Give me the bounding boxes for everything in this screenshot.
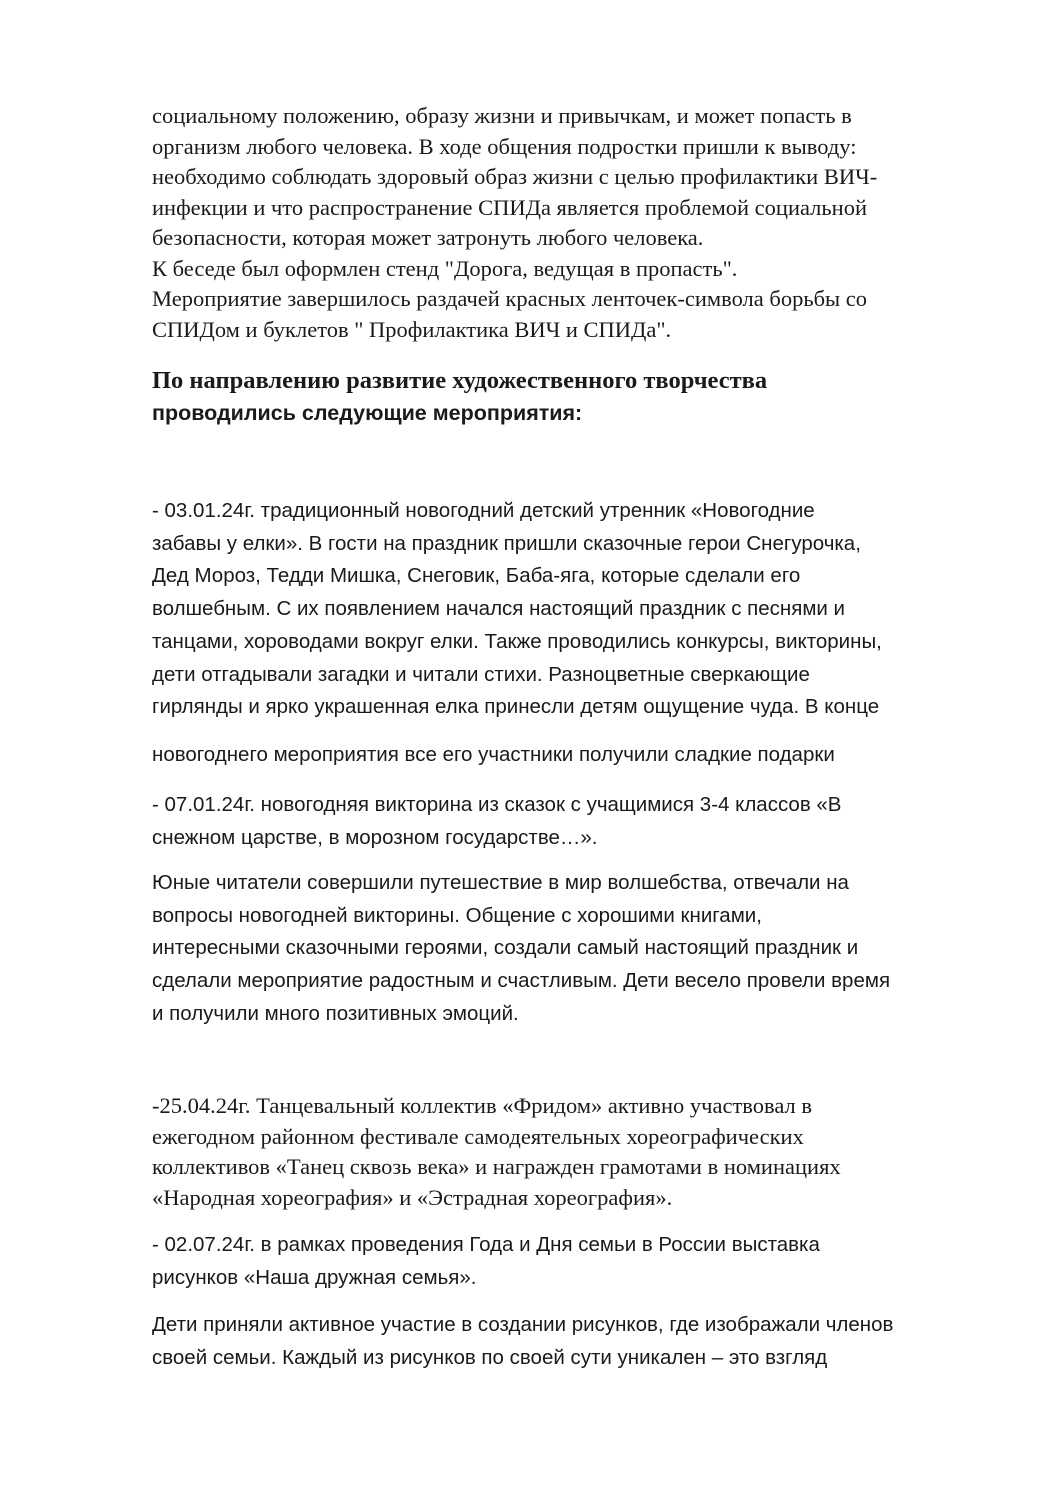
text-line: инфекции и что распространение СПИДа является проблемой социальной — [152, 194, 867, 220]
text-line: - 07.01.24г. новогодняя викторина из сказок с учащимися 3-4 классов «В — [152, 793, 842, 816]
text-line: танцами, хороводами вокруг елки. Также проводились конкурсы, викторины, — [152, 629, 882, 653]
text-line: СПИДом и буклетов " Профилактика ВИЧ и СПИДа". — [152, 316, 672, 342]
text-line: забавы у елки». В гости на праздник пришли сказочные герои Снегурочка, — [152, 531, 861, 555]
text-line: Мероприятие завершилось раздачей красных ленточек-символа борьбы со — [152, 286, 868, 311]
text-line: К беседе был оформлен стенд "Дорога, ведущая в пропасть". — [152, 255, 738, 281]
text-line: дети отгадывали загадки и читали стихи. Разноцветные сверкающие — [152, 662, 810, 686]
section-heading — [152, 364, 1012, 430]
text-line: снежном царстве, в морозном государстве…». — [152, 825, 598, 849]
text-line: Дети приняли активное участие в создании рисунков, где изображали членов — [152, 1313, 894, 1336]
text-line: и получили много позитивных эмоций. — [152, 1001, 519, 1025]
text-line: необходимо соблюдать здоровый образ жизни с целью профилактики ВИЧ- — [152, 164, 878, 189]
event-1-tail — [152, 739, 1012, 772]
text-line: своей семьи. Каждый из рисунков по своей сути уникален – это взгляд — [152, 1345, 828, 1369]
text-line: вопросы новогодней викторины. Общение с хорошими книгами, — [152, 903, 762, 927]
text-line: Дед Мороз, Тедди Мишка, Снеговик, Баба-яга, которые сделали его — [152, 564, 801, 588]
heading-line-2: проводились следующие мероприятия: — [152, 401, 583, 425]
heading-line-1: По направлению развитие художественного творчества — [152, 367, 768, 394]
event-3-paragraph — [152, 1091, 1012, 1213]
text-line: безопасности, которая может затронуть любого человека. — [152, 225, 704, 250]
text-line: - 03.01.24г. традиционный новогодний детский утренник «Новогодние — [152, 499, 815, 522]
text-line: социальному положению, образу жизни и привычкам, и может попасть в — [152, 103, 852, 128]
event-2-paragraph — [152, 789, 1012, 854]
text-line: гирлянды и ярко украшенная елка принесли детям ощущение чуда. В конце — [152, 695, 880, 719]
text-line: волшебным. С их появлением начался настоящий праздник с песнями и — [152, 597, 846, 621]
text-line: новогоднего мероприятия все его участники получили сладкие подарки — [152, 743, 835, 766]
event-1-paragraph — [152, 495, 1012, 724]
text-line: - 02.07.24г. в рамках проведения Года и Дня семьи в России выставка — [152, 1233, 820, 1256]
text-line: «Народная хореография» и «Эстрадная хореография». — [152, 1184, 673, 1210]
text-line: -25.04.24г. Танцевальный коллектив «Фридом» активно участвовал в — [152, 1093, 813, 1118]
text-line: ежегодном районном фестивале самодеятельных хореографических — [152, 1123, 804, 1149]
text-line: коллективов «Танец сквозь века» и награжден грамотами в номинациях — [152, 1154, 841, 1179]
text-line: рисунков «Наша дружная семья». — [152, 1265, 477, 1289]
event-2-description — [152, 867, 1012, 1031]
intro-paragraph — [152, 101, 1012, 345]
text-line: Юные читатели совершили путешествие в мир волшебства, отвечали на — [152, 871, 849, 894]
text-line: организм любого человека. В ходе общения подростки пришли к выводу: — [152, 133, 857, 159]
text-line: сделали мероприятие радостным и счастливым. Дети весело провели время — [152, 969, 891, 993]
event-4-description — [152, 1309, 1012, 1374]
event-4-paragraph — [152, 1229, 1012, 1294]
text-line: интересными сказочными героями, создали самый настоящий праздник и — [152, 936, 859, 960]
